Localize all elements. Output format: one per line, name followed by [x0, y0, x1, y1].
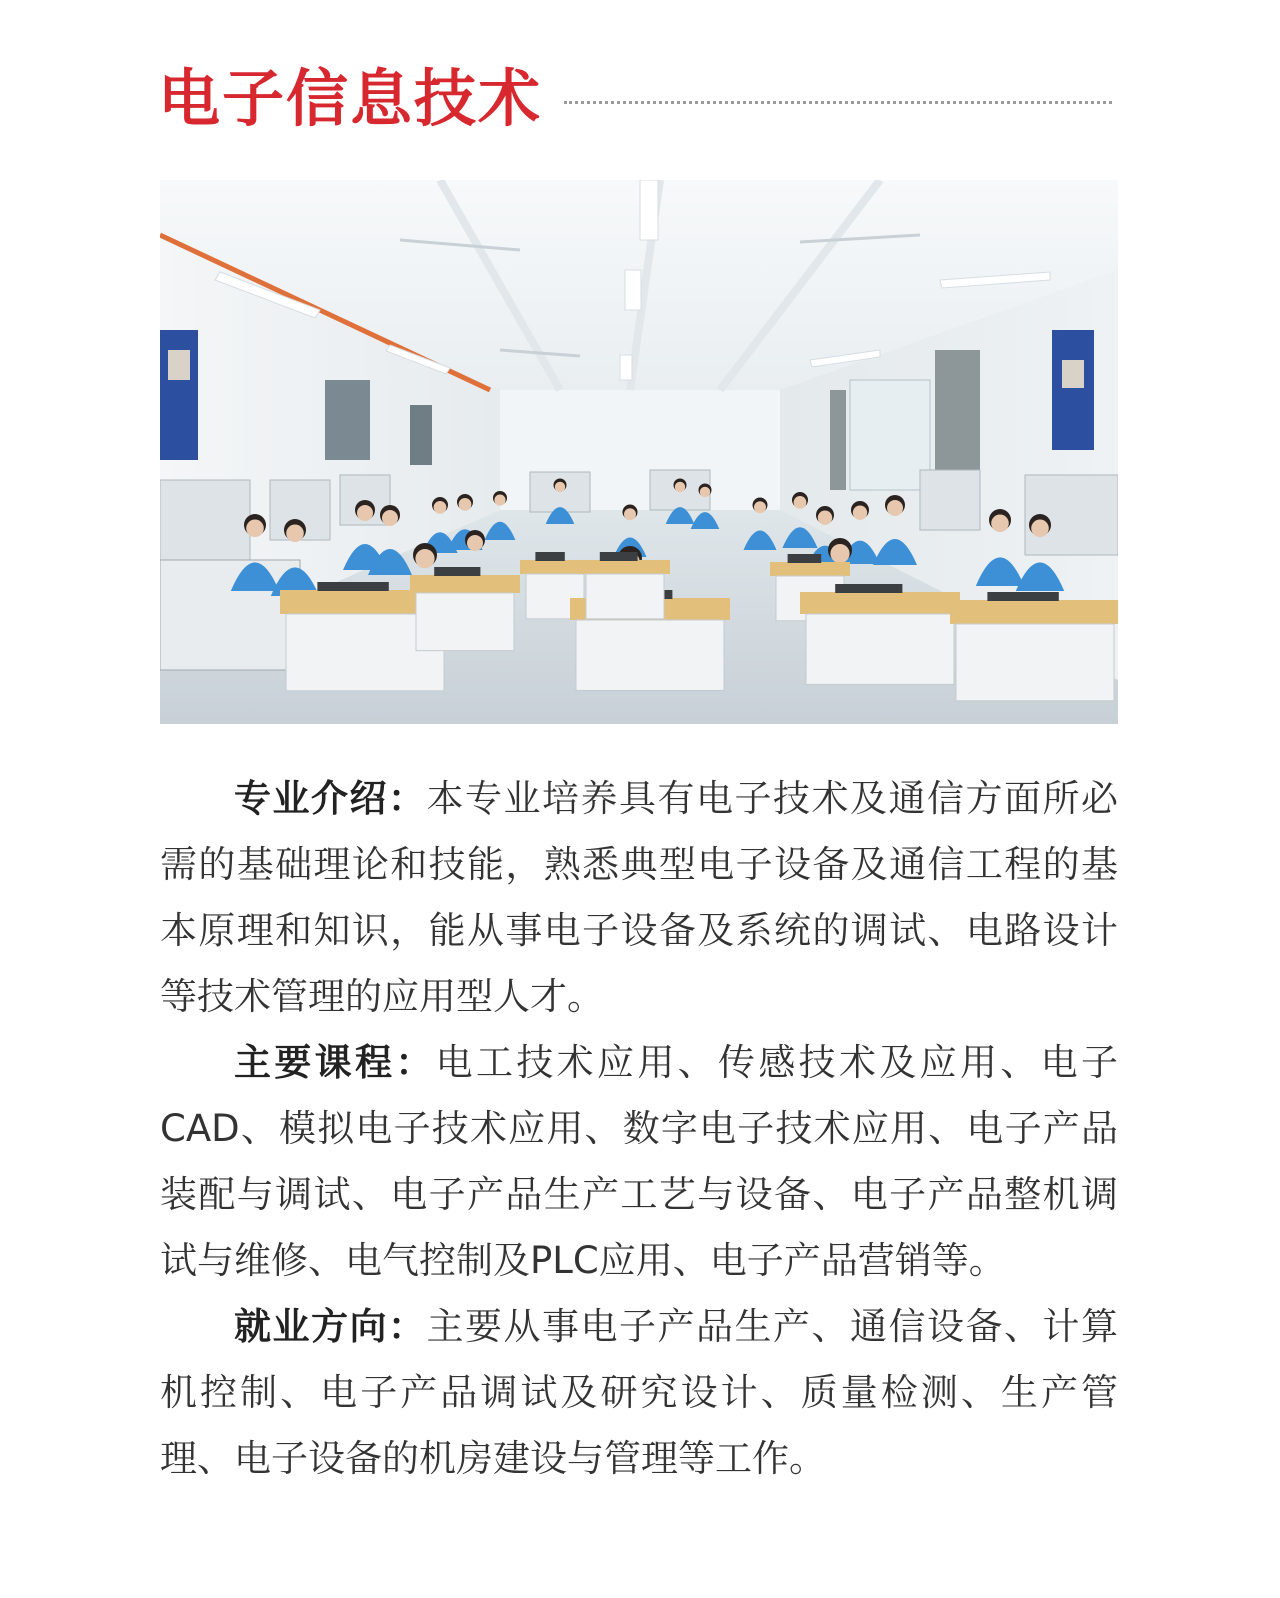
- left-poster: [160, 330, 198, 460]
- left-window: [325, 380, 370, 460]
- right-poster: [1052, 330, 1094, 450]
- classroom-photo: [160, 180, 1118, 724]
- right-window: [850, 380, 930, 490]
- lab-desk: [950, 592, 1118, 701]
- ceiling-light: [620, 355, 632, 380]
- page-title: 电子信息技术: [158, 62, 543, 135]
- classroom-illustration: [160, 180, 1118, 724]
- section-intro-label: 专业介绍：: [234, 777, 427, 820]
- section-courses-label: 主要课程：: [234, 1041, 436, 1084]
- lab-desk: [800, 584, 960, 684]
- lab-desk: [580, 552, 670, 619]
- section-intro-text: 本专业培养具有电子技术及通信方面所必需的基础理论和技能，熟悉典型电子设备及通信工程的基本原理和知识，能从事电子设备及系统的调试、电路设计等技术管理的应用型人才。: [160, 777, 1118, 1018]
- lab-panel: [160, 480, 250, 560]
- article-body: [160, 766, 1118, 1492]
- curtain: [830, 390, 846, 490]
- section-careers-label: 就业方向：: [234, 1305, 427, 1348]
- left-door: [410, 405, 432, 465]
- section-courses: [160, 1030, 1118, 1294]
- section-courses-text: 电工技术应用、传感技术及应用、电子CAD、模拟电子技术应用、数字电子技术应用、电子产品装配与调试、电子产品生产工艺与设备、电子产品整机调试与维修、电气控制及PLC应用、电子产品营销等。: [160, 1041, 1119, 1282]
- ceiling-light: [625, 270, 641, 310]
- title-dotted-divider: [564, 101, 1112, 104]
- lab-desk: [410, 567, 520, 651]
- ceiling-light: [640, 180, 658, 240]
- section-intro: [160, 766, 1118, 1030]
- lab-cabinet: [160, 560, 300, 670]
- page-header: [158, 58, 1112, 140]
- lab-panel: [920, 470, 980, 530]
- section-careers-text: 主要从事电子产品生产、通信设备、计算机控制、电子产品调试及研究设计、质量检测、生产管理、电子设备的机房建设与管理等工作。: [160, 1305, 1118, 1480]
- section-careers: [160, 1294, 1118, 1492]
- poster-portrait: [168, 350, 190, 380]
- poster-portrait: [1062, 360, 1084, 388]
